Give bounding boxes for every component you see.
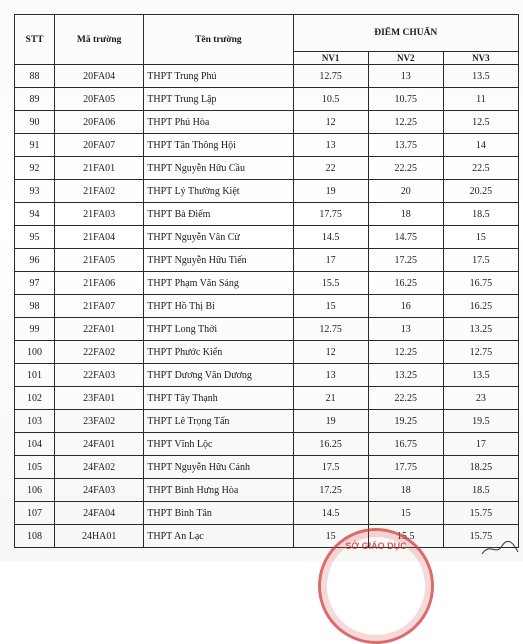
cell-stt: 93 — [15, 180, 55, 203]
cell-nv3: 16.75 — [443, 272, 518, 295]
cell-school-code: 24FA03 — [55, 479, 144, 502]
table-row — [15, 295, 519, 318]
cell-nv1: 17.25 — [293, 479, 368, 502]
table-row — [15, 88, 519, 111]
cell-nv1: 14.5 — [293, 226, 368, 249]
cell-stt: 101 — [15, 364, 55, 387]
cell-nv2: 15.5 — [368, 525, 443, 548]
table-row — [15, 433, 519, 456]
cell-stt: 108 — [15, 525, 55, 548]
cell-school-name: THPT Phú Hòa — [144, 111, 293, 134]
cell-nv1: 19 — [293, 410, 368, 433]
cell-nv2: 17.75 — [368, 456, 443, 479]
cell-nv2: 19.25 — [368, 410, 443, 433]
table-row — [15, 387, 519, 410]
cell-school-name: THPT Long Thới — [144, 318, 293, 341]
cell-school-code: 24HA01 — [55, 525, 144, 548]
cell-nv1: 21 — [293, 387, 368, 410]
cell-nv2: 16.25 — [368, 272, 443, 295]
cell-nv1: 22 — [293, 157, 368, 180]
cell-nv1: 17.75 — [293, 203, 368, 226]
header-score-group: ĐIỂM CHUẨN — [293, 15, 518, 52]
table-row — [15, 180, 519, 203]
cell-school-name: THPT Hồ Thị Bi — [144, 295, 293, 318]
cell-nv2: 22.25 — [368, 157, 443, 180]
cell-school-name: THPT Nguyễn Hữu Cảnh — [144, 456, 293, 479]
table-row — [15, 502, 519, 525]
cell-nv1: 15.5 — [293, 272, 368, 295]
cell-school-name: THPT Bà Điểm — [144, 203, 293, 226]
table-row — [15, 479, 519, 502]
cell-school-code: 22FA02 — [55, 341, 144, 364]
cell-school-code: 23FA02 — [55, 410, 144, 433]
cell-stt: 100 — [15, 341, 55, 364]
seal-text: SỞ GIÁO DỤC — [345, 541, 407, 551]
cell-nv2: 16.75 — [368, 433, 443, 456]
cell-school-name: THPT Phước Kiển — [144, 341, 293, 364]
cell-stt: 89 — [15, 88, 55, 111]
cell-nv1: 12.75 — [293, 318, 368, 341]
cell-nv3: 13.5 — [443, 364, 518, 387]
table-row — [15, 226, 519, 249]
cell-nv2: 20 — [368, 180, 443, 203]
cell-nv1: 16.25 — [293, 433, 368, 456]
cell-nv3: 20.25 — [443, 180, 518, 203]
cell-school-code: 22FA03 — [55, 364, 144, 387]
cell-school-name: THPT An Lạc — [144, 525, 293, 548]
cell-nv1: 12.75 — [293, 65, 368, 88]
table-row — [15, 318, 519, 341]
table-row — [15, 203, 519, 226]
cell-nv3: 12.75 — [443, 341, 518, 364]
cell-nv3: 16.25 — [443, 295, 518, 318]
header-nv2: NV2 — [368, 52, 443, 65]
cell-school-code: 24FA04 — [55, 502, 144, 525]
cell-school-name: THPT Bình Tân — [144, 502, 293, 525]
header-nv1: NV1 — [293, 52, 368, 65]
cell-stt: 96 — [15, 249, 55, 272]
cell-nv1: 13 — [293, 134, 368, 157]
cell-stt: 94 — [15, 203, 55, 226]
cell-school-name: THPT Nguyễn Hữu Cầu — [144, 157, 293, 180]
table-row — [15, 134, 519, 157]
cell-school-name: THPT Lê Trọng Tấn — [144, 410, 293, 433]
cell-stt: 95 — [15, 226, 55, 249]
cell-nv2: 17.25 — [368, 249, 443, 272]
table-row — [15, 456, 519, 479]
cell-school-name: THPT Nguyễn Hữu Tiến — [144, 249, 293, 272]
cell-school-name: THPT Vĩnh Lộc — [144, 433, 293, 456]
cell-school-name: THPT Trung Phú — [144, 65, 293, 88]
cell-stt: 107 — [15, 502, 55, 525]
cell-nv2: 13.25 — [368, 364, 443, 387]
header-school-code: Mã trường — [55, 15, 144, 65]
header-stt: STT — [15, 15, 55, 65]
cell-school-code: 21FA01 — [55, 157, 144, 180]
cell-nv3: 15.75 — [443, 525, 518, 548]
cell-stt: 105 — [15, 456, 55, 479]
cell-nv2: 18 — [368, 203, 443, 226]
cell-nv3: 12.5 — [443, 111, 518, 134]
cell-stt: 104 — [15, 433, 55, 456]
cell-nv2: 10.75 — [368, 88, 443, 111]
cell-nv1: 10.5 — [293, 88, 368, 111]
cell-nv2: 12.25 — [368, 341, 443, 364]
cell-nv3: 18.25 — [443, 456, 518, 479]
cell-school-name: THPT Trung Lập — [144, 88, 293, 111]
cell-nv1: 15 — [293, 295, 368, 318]
cell-school-name: THPT Bình Hưng Hòa — [144, 479, 293, 502]
cell-nv3: 15 — [443, 226, 518, 249]
table-row — [15, 157, 519, 180]
cell-school-code: 22FA01 — [55, 318, 144, 341]
cell-nv2: 13 — [368, 318, 443, 341]
signature-mark — [480, 540, 520, 558]
cell-school-code: 20FA04 — [55, 65, 144, 88]
cell-nv2: 15 — [368, 502, 443, 525]
cell-school-name: THPT Tân Thông Hội — [144, 134, 293, 157]
cell-nv1: 12 — [293, 111, 368, 134]
cell-stt: 90 — [15, 111, 55, 134]
cell-nv3: 13.5 — [443, 65, 518, 88]
cell-school-name: THPT Tây Thạnh — [144, 387, 293, 410]
cell-nv3: 18.5 — [443, 479, 518, 502]
cell-school-code: 20FA06 — [55, 111, 144, 134]
cell-school-code: 21FA02 — [55, 180, 144, 203]
cell-stt: 92 — [15, 157, 55, 180]
cell-nv2: 22.25 — [368, 387, 443, 410]
cell-school-code: 21FA06 — [55, 272, 144, 295]
cell-school-name: THPT Nguyễn Văn Cừ — [144, 226, 293, 249]
cell-school-code: 23FA01 — [55, 387, 144, 410]
cell-nv3: 19.5 — [443, 410, 518, 433]
cell-nv2: 13 — [368, 65, 443, 88]
cell-nv3: 11 — [443, 88, 518, 111]
cell-school-code: 21FA03 — [55, 203, 144, 226]
header-nv3: NV3 — [443, 52, 518, 65]
cell-nv1: 15 — [293, 525, 368, 548]
cell-stt: 106 — [15, 479, 55, 502]
cell-stt: 88 — [15, 65, 55, 88]
cell-stt: 99 — [15, 318, 55, 341]
cell-school-code: 20FA05 — [55, 88, 144, 111]
table-row — [15, 525, 519, 548]
cell-nv3: 14 — [443, 134, 518, 157]
table-header-row — [15, 15, 519, 52]
cell-school-name: THPT Lý Thường Kiệt — [144, 180, 293, 203]
cell-school-code: 21FA04 — [55, 226, 144, 249]
cell-stt: 102 — [15, 387, 55, 410]
cell-nv3: 18.5 — [443, 203, 518, 226]
cell-school-name: THPT Dương Văn Dương — [144, 364, 293, 387]
table-row — [15, 364, 519, 387]
cell-nv3: 13.25 — [443, 318, 518, 341]
cell-school-name: THPT Phạm Văn Sáng — [144, 272, 293, 295]
cell-stt: 98 — [15, 295, 55, 318]
table-row — [15, 249, 519, 272]
cell-school-code: 21FA05 — [55, 249, 144, 272]
cell-stt: 91 — [15, 134, 55, 157]
cell-nv1: 14.5 — [293, 502, 368, 525]
cell-school-code: 21FA07 — [55, 295, 144, 318]
cell-nv2: 13.75 — [368, 134, 443, 157]
table-row — [15, 65, 519, 88]
cell-school-code: 20FA07 — [55, 134, 144, 157]
table-row — [15, 341, 519, 364]
table-row — [15, 111, 519, 134]
admission-scores-table — [14, 14, 519, 548]
cell-nv2: 16 — [368, 295, 443, 318]
cell-nv1: 12 — [293, 341, 368, 364]
cell-school-code: 24FA02 — [55, 456, 144, 479]
cell-school-code: 24FA01 — [55, 433, 144, 456]
table-body — [15, 65, 519, 548]
cell-nv3: 15.75 — [443, 502, 518, 525]
cell-nv1: 19 — [293, 180, 368, 203]
cell-stt: 97 — [15, 272, 55, 295]
cell-nv3: 17 — [443, 433, 518, 456]
cell-nv1: 13 — [293, 364, 368, 387]
cell-stt: 103 — [15, 410, 55, 433]
cell-nv3: 17.5 — [443, 249, 518, 272]
official-seal — [318, 528, 434, 644]
cell-nv2: 12.25 — [368, 111, 443, 134]
cell-nv2: 14.75 — [368, 226, 443, 249]
cell-nv3: 23 — [443, 387, 518, 410]
cell-nv1: 17.5 — [293, 456, 368, 479]
cell-nv1: 17 — [293, 249, 368, 272]
table-row — [15, 410, 519, 433]
cell-nv2: 18 — [368, 479, 443, 502]
cell-nv3: 22.5 — [443, 157, 518, 180]
header-school-name: Tên trường — [144, 15, 293, 65]
table-row — [15, 272, 519, 295]
